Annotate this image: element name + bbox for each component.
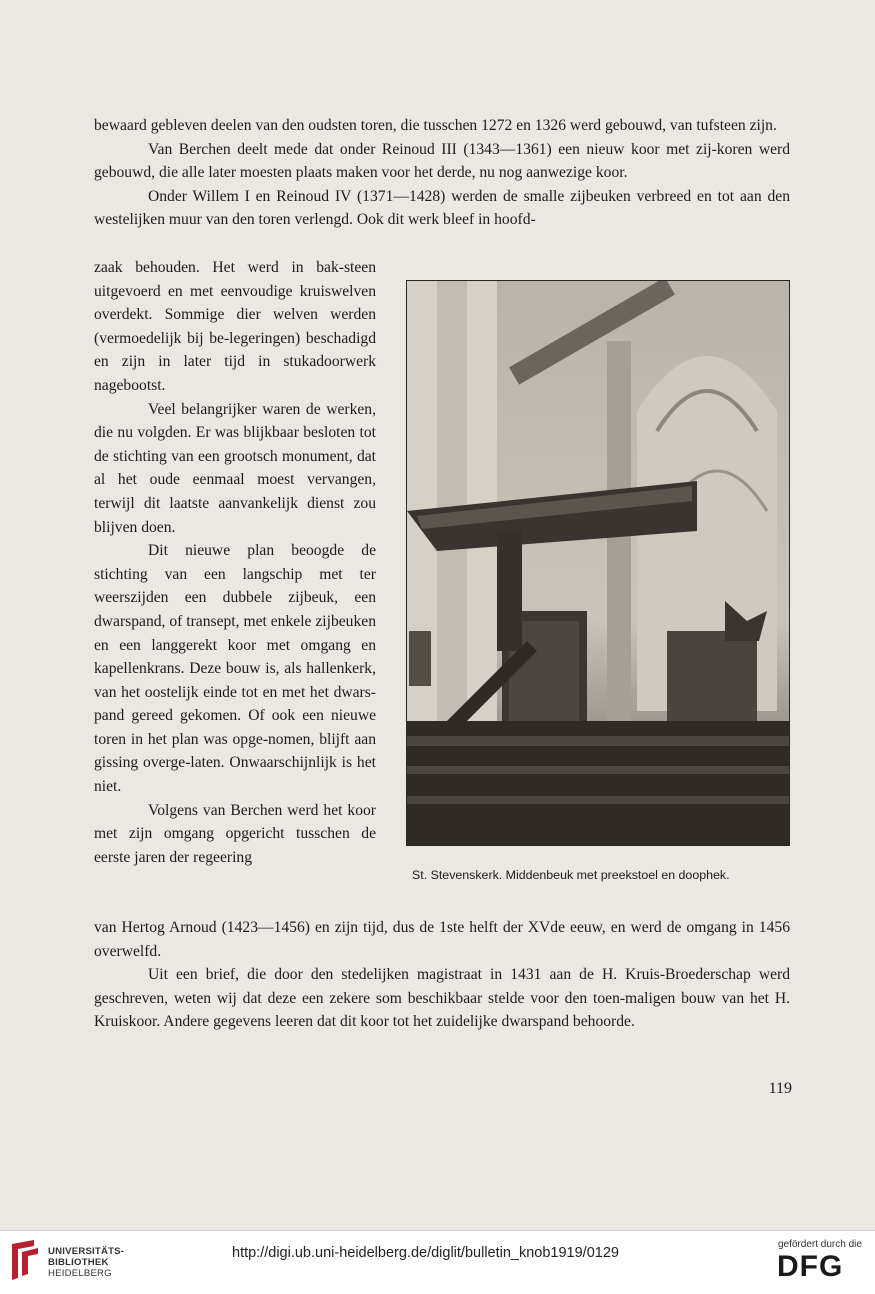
paragraph-4: van Hertog Arnoud (1423—1456) en zijn tijd, dus de 1ste helft der XVde eeuw, en werd de omgang in 1456 overwelfd.: [94, 919, 790, 960]
column-paragraph-2: Veel belangrijker waren de werken, die nu volgden. Er was blijkbaar besloten tot de stichting van een grootsch monument, dat al het oude eenmaal moest vervangen, terwijl dit laatste aanvankelijk dienst zou blijven doen.: [94, 400, 376, 536]
paragraph-3: Onder Willem I en Reinoud IV (1371—1428) werden de smalle zijbeuken verbreed en tot aan den westelijken muur van den toren verlengd. Ook dit werk bleef in hoofd-: [94, 187, 790, 229]
dfg-funding-text: gefördert durch die: [778, 1239, 862, 1250]
paragraph-1: bewaard gebleven deelen van den oudsten toren, die tusschen 1272 en 1326 werd gebouwd, van tufsteen zijn.: [94, 117, 777, 134]
logo-line-3: HEIDELBERG: [48, 1268, 112, 1279]
column-paragraph-3: Dit nieuwe plan beoogde de stichting van een langschip met ter weerszijden een dubbele zijbeuk, een dwarspand, of transept, met enkele zijbeuken en een langgerekt koor met omgang en kapellenkrans. Deze bouw is, als hallenkerk, van het oostelijk einde tot en met het dwars-pand gereed gekomen. Of ook een nieuwe toren in het plan was opge-nomen, blijft aan gissing overge-laten. Onwaarschijnlijk is het niet.: [94, 542, 376, 796]
permalink-url[interactable]: http://digi.ub.uni-heidelberg.de/diglit/bulletin_knob1919/0129: [232, 1245, 619, 1261]
logo-line-1: UNIVERSITÄTS-: [48, 1246, 125, 1257]
page-number: 119: [768, 1080, 792, 1097]
column-paragraph-4: Volgens van Berchen werd het koor met zijn omgang opgericht tusschen de eerste jaren der regeering: [94, 801, 376, 866]
dfg-logo: DFG: [777, 1250, 844, 1283]
logo-line-2: BIBLIOTHEK: [48, 1257, 109, 1268]
paragraph-2: Van Berchen deelt mede dat onder Reinoud III (1343—1361) een nieuw koor met zij-koren werd gebouwd, die alle later moesten plaats maken voor het derde, nu nog aanwezige koor.: [94, 140, 790, 182]
body-text-top: [94, 114, 790, 232]
column-paragraph-1: zaak behouden. Het werd in bak-steen uitgevoerd en met eenvoudige kruiswelven overdekt. Sommige dier welven werden (vermoedelijk bij be-legeringen) beschadigd en zijn in later tijd in stukadoorwerk nagebootst.: [94, 259, 376, 394]
church-interior-photo: [406, 280, 790, 846]
figure-caption: St. Stevenskerk. Middenbeuk met preekstoel en doophek.: [412, 868, 730, 882]
viewer-footer: [0, 1230, 875, 1294]
university-logo-icon: [8, 1238, 44, 1284]
university-logo-text: [48, 1246, 124, 1279]
body-text-column: [94, 256, 376, 869]
paragraph-5: Uit een brief, die door den stedelijken magistraat in 1431 aan de H. Kruis-Broederschap werd geschreven, weten wij dat deze een zekere som beschikbaar stelde voor den toen-maligen bouw van het H. Kruiskoor. Andere gegevens leeren dat dit koor tot het zuidelijke dwarspand behoorde.: [94, 966, 790, 1031]
body-text-bottom: [94, 916, 790, 1034]
